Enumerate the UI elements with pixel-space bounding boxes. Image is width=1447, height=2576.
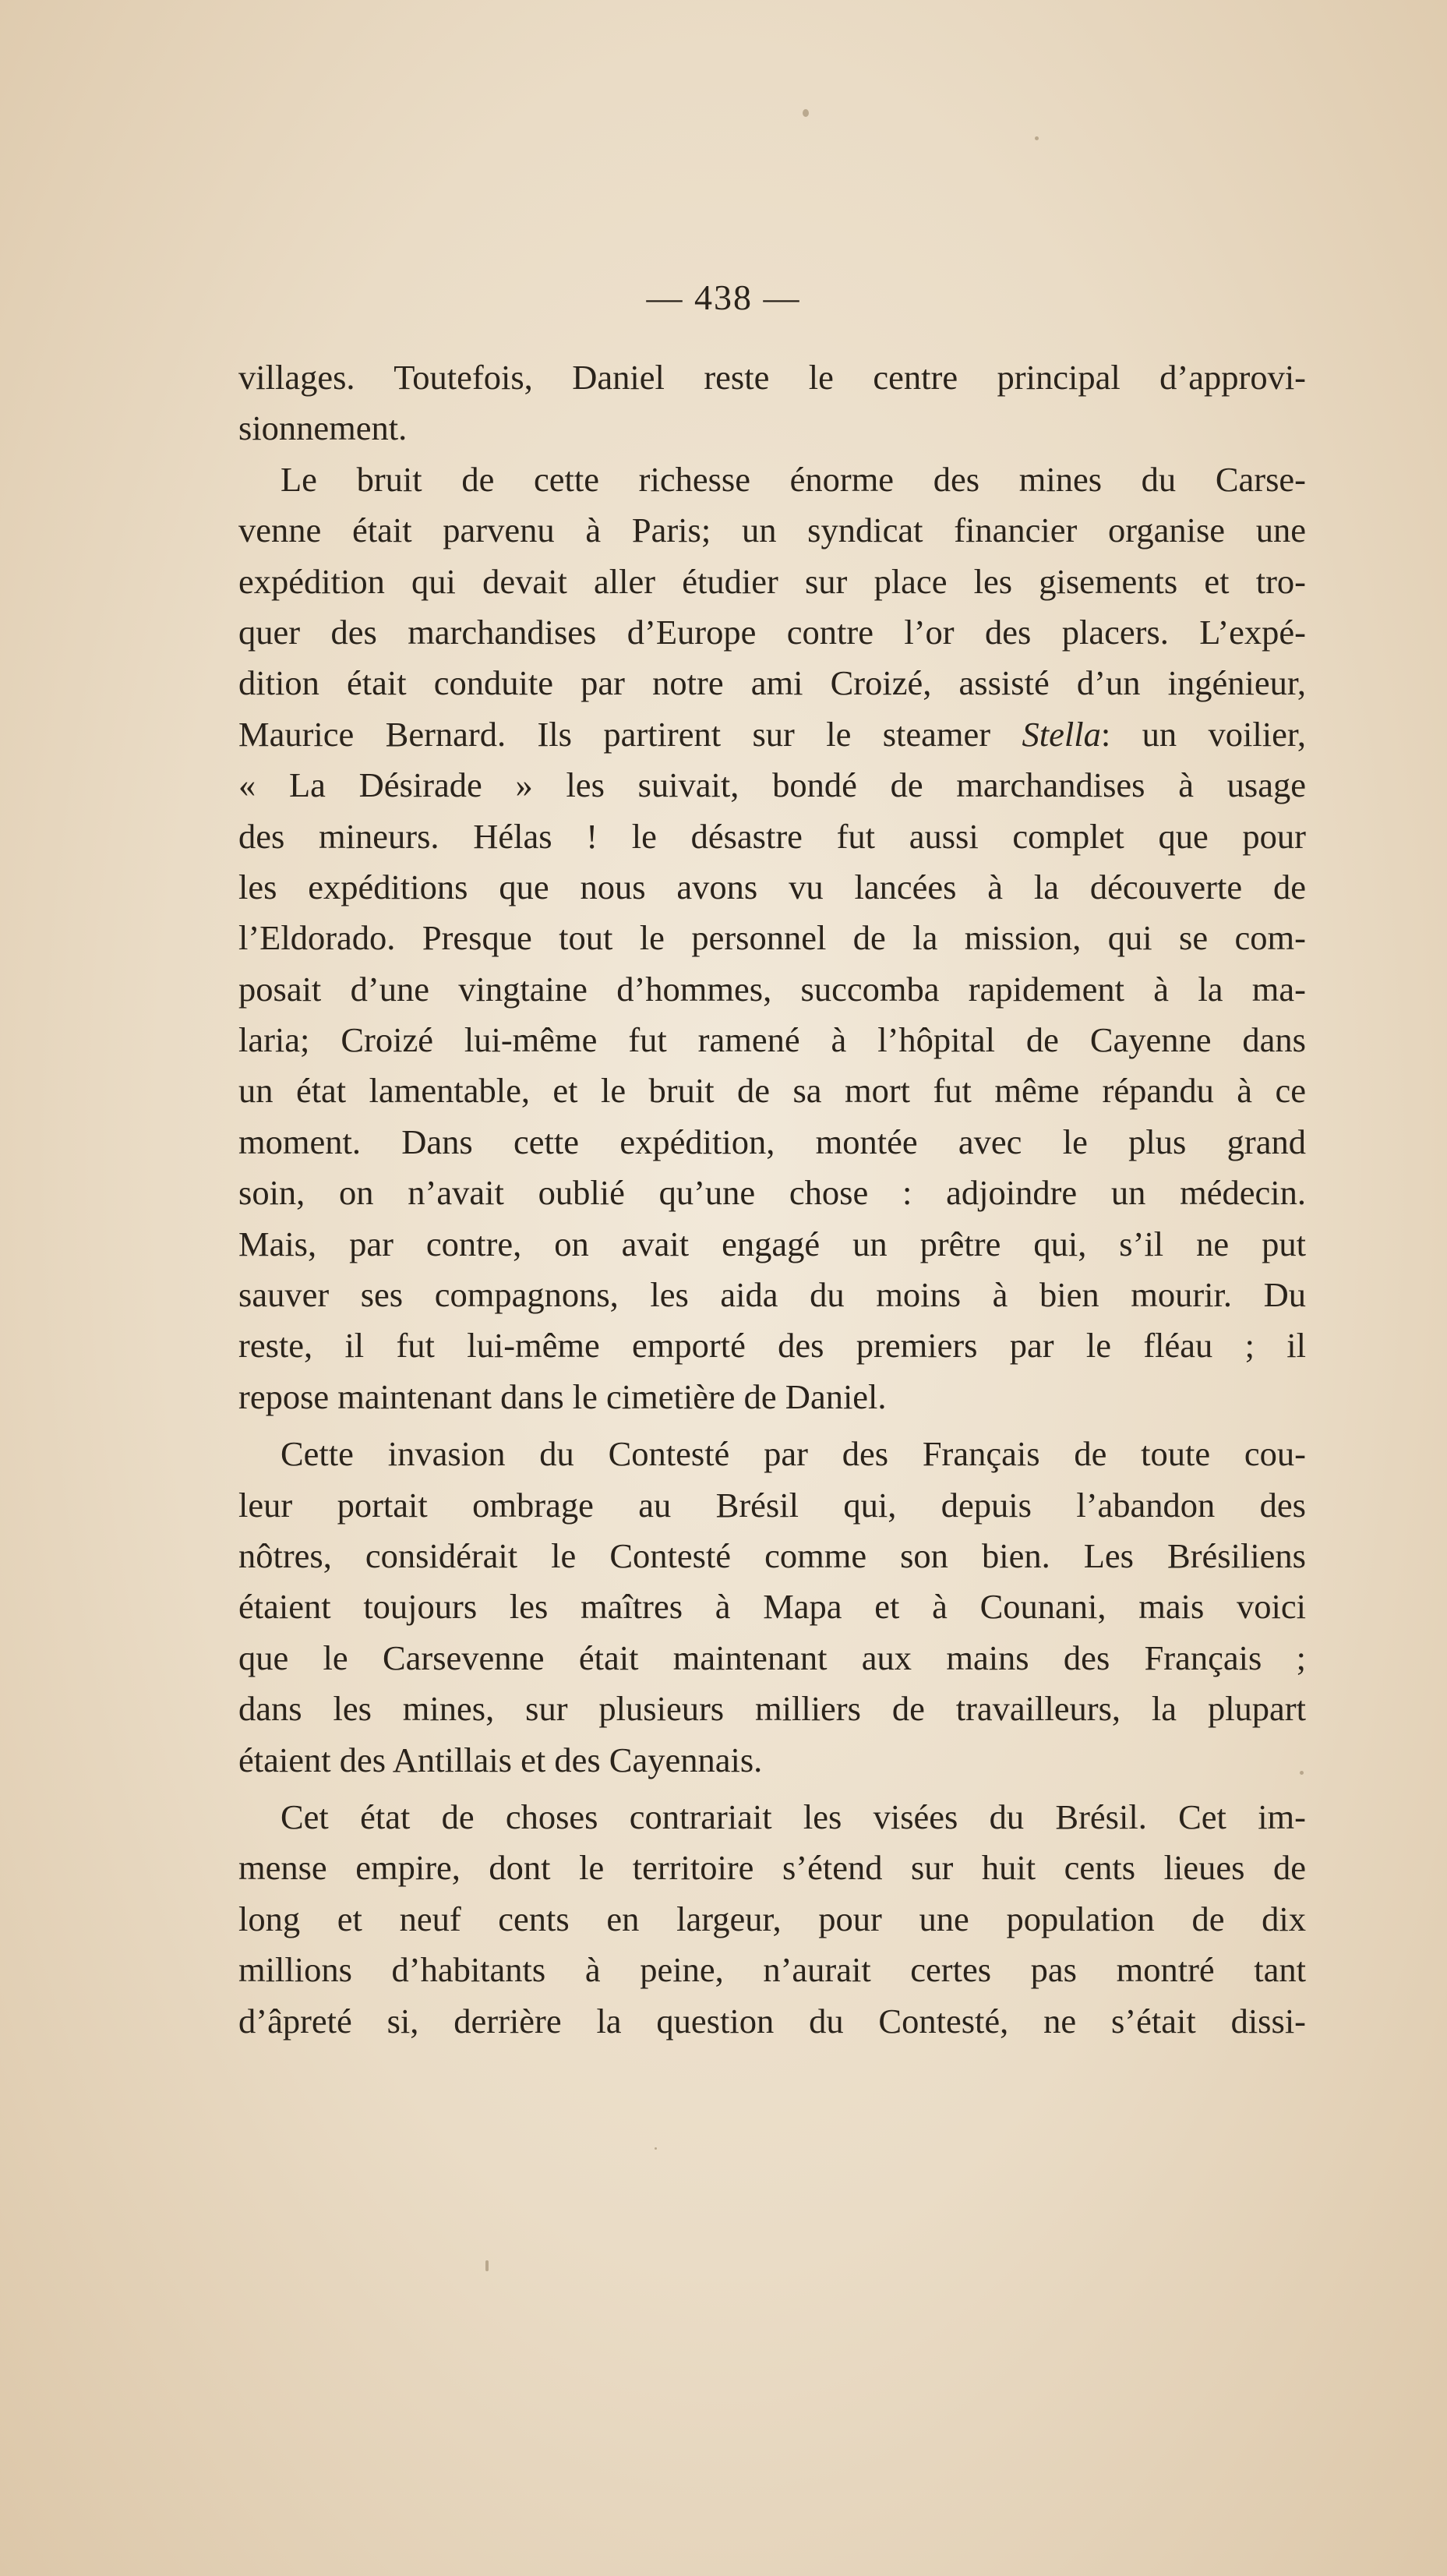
text-line: dition était conduite par notre ami Croizé, assisté d’un ingénieur,	[238, 663, 1306, 703]
text-line-with-ship	[238, 709, 1306, 760]
text-line: reste, il fut lui-même emporté des premiers par le fléau ; il	[238, 1326, 1306, 1366]
text-line: expédition qui devait aller étudier sur place les gisements et tro-	[238, 561, 1306, 601]
text-fragment: Maurice Bernard. Ils partirent sur le steamer	[238, 714, 991, 754]
text-line: Mais, par contre, on avait engagé un prêtre qui, s’il ne put	[238, 1224, 1306, 1263]
text-line: Cette invasion du Contesté par des Français de toute cou-	[281, 1434, 1306, 1474]
text-line: étaient toujours les maîtres à Mapa et à Counani, mais voici	[238, 1587, 1306, 1627]
paragraph	[238, 352, 1306, 454]
text-line: soin, on n’avait oublié qu’une chose : adjoindre un médecin.	[238, 1173, 1306, 1213]
page-number: — 438 —	[646, 277, 801, 317]
text-line: venne était parvenu à Paris; un syndicat financier organise une	[238, 511, 1306, 550]
text-line: repose maintenant dans le cimetière de Daniel.	[238, 1376, 887, 1416]
paragraph	[238, 454, 1306, 1422]
text-line: « La Désirade » les suivait, bondé de marchandises à usage	[238, 765, 1306, 805]
text-line: l’Eldorado. Presque tout le personnel de la mission, qui se com-	[238, 918, 1306, 958]
paragraph	[238, 1792, 1306, 2047]
text-line: sionnement.	[238, 408, 408, 448]
text-line: sauver ses compagnons, les aida du moins à bien mourir. Du	[238, 1275, 1306, 1315]
text-line: d’âpreté si, derrière la question du Contesté, ne s’était dissi-	[238, 2001, 1306, 2041]
text-line: long et neuf cents en largeur, pour une population de dix	[238, 1899, 1306, 1938]
text-line: posait d’une vingtaine d’hommes, succomba rapidement à la ma-	[238, 969, 1306, 1009]
paper-speck	[655, 2147, 657, 2150]
text-line: des mineurs. Hélas ! le désastre fut aussi complet que pour	[238, 816, 1306, 856]
paper-speck	[803, 109, 809, 117]
text-line: moment. Dans cette expédition, montée avec le plus grand	[238, 1122, 1306, 1161]
body-text	[238, 352, 1306, 2047]
text-line: quer des marchandises d’Europe contre l’or des placers. L’expé-	[238, 612, 1306, 652]
text-line: les expéditions que nous avons vu lancées à la découverte de	[238, 867, 1306, 906]
text-line: étaient des Antillais et des Cayennais.	[238, 1740, 763, 1779]
text-line: mense empire, dont le territoire s’étend sur huit cents lieues de	[238, 1848, 1306, 1888]
paper-speck	[1035, 136, 1039, 140]
text-line: que le Carsevenne était maintenant aux mains des Français ;	[238, 1638, 1306, 1677]
text-line: un état lamentable, et le bruit de sa mort fut même répandu à ce	[238, 1071, 1306, 1111]
paper-speck	[485, 2260, 489, 2271]
text-line: nôtres, considérait le Contesté comme son bien. Les Brésiliens	[238, 1535, 1306, 1575]
text-line: Cet état de choses contrariait les visées du Brésil. Cet im-	[281, 1797, 1306, 1836]
text-line: Le bruit de cette richesse énorme des mines du Carse-	[281, 459, 1306, 499]
text-line: laria; Croizé lui-même fut ramené à l’hôpital de Cayenne dans	[238, 1020, 1306, 1060]
text-fragment: : un voilier,	[1100, 714, 1306, 754]
text-line: dans les mines, sur plusieurs milliers de travailleurs, la plupart	[238, 1689, 1306, 1729]
text-line: millions d’habitants à peine, n’aurait certes pas montré tant	[238, 1950, 1306, 1990]
text-line: leur portait ombrage au Brésil qui, depuis l’abandon des	[238, 1485, 1306, 1525]
text-line: villages. Toutefois, Daniel reste le centre principal d’approvi-	[238, 358, 1306, 397]
paragraph	[238, 1429, 1306, 1786]
paper-speck	[1300, 1771, 1304, 1775]
ship-name: Stella	[1022, 714, 1101, 754]
